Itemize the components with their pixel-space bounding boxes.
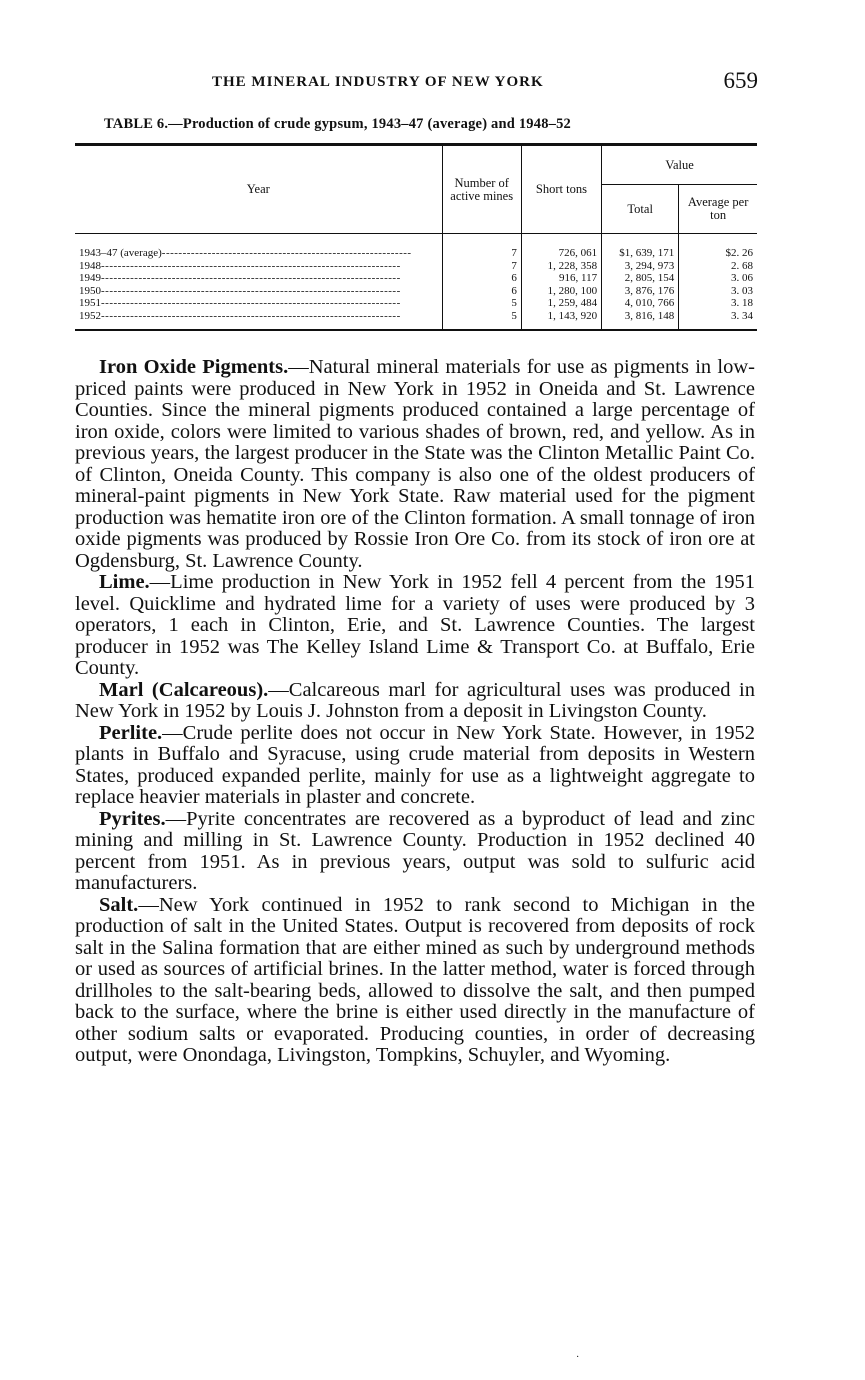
paragraph-marl (75, 680, 755, 723)
row-year: 1950------------------------------------------------------------------------ (79, 284, 401, 297)
page-header (212, 68, 760, 98)
section-text: —Pyrite concentrates are recovered as a byproduct of lead and zinc mining and milling in St. Lawrence County. Production in 1952 declined 40 percent from 1951. As in previous years, output was sold to sulfuric acid manufacturers. (75, 807, 755, 894)
row-short-tons: 1, 143, 920 (521, 310, 601, 330)
paragraph-salt (75, 895, 755, 1067)
header-value: Value (602, 145, 757, 185)
row-total: $1, 639, 171 (602, 234, 679, 260)
row-total: 3, 816, 148 (602, 310, 679, 330)
running-title: THE MINERAL INDUSTRY OF NEW YORK (212, 74, 544, 90)
paragraph-pyrites (75, 809, 755, 895)
paragraph-iron-oxide-pigments (75, 357, 755, 572)
row-mines: 7 (442, 260, 521, 273)
header-total: Total (602, 185, 679, 234)
row-short-tons: 726, 061 (521, 234, 601, 260)
row-average: $2. 26 (679, 234, 757, 260)
row-average: 3. 34 (679, 310, 757, 330)
row-mines: 7 (442, 234, 521, 260)
row-year: 1951------------------------------------------------------------------------ (79, 297, 401, 310)
table-row (75, 260, 757, 273)
page-number: 659 (723, 68, 758, 93)
table-row (75, 272, 757, 285)
header-mines: Number of active mines (442, 145, 521, 234)
row-average: 3. 18 (679, 297, 757, 310)
section-heading: Iron Oxide Pigments. (99, 356, 289, 378)
table-caption: TABLE 6.—Production of crude gypsum, 1943–47 (average) and 1948–52 (104, 116, 572, 132)
row-mines: 6 (442, 272, 521, 285)
section-heading: Marl (Calcareous). (99, 678, 269, 701)
table-row (75, 285, 757, 298)
section-text: —Natural mineral materials for use as pigments in low-priced paints were produced in New York in 1952 in Oneida and St. Lawrence Counties. Since the mineral pigments produced contained a large percentage of iron oxide, colors were limited to various shades of brown, red, and yellow. As in previous years, the largest producer in the State was the Clinton Metallic Paint Co. of Clinton, Oneida County. This company is also one of the oldest producers of mineral-paint pigments in New York State. Raw material used for the pigment production was hematite iron ore of the Clinton formation. A small tonnage of iron oxide pigments was produced by Rossie Iron Ore Co. from its stock of iron ore at Ogdensburg, St. Lawrence County. (75, 356, 755, 572)
table-row (75, 310, 757, 330)
row-mines: 5 (442, 310, 521, 330)
section-heading: Pyrites. (99, 807, 166, 830)
row-year: 1949------------------------------------------------------------------------ (79, 272, 401, 285)
section-text: —Calcareous marl for agricultural uses was produced in New York in 1952 by Louis J. Johnston from a deposit in Livingston County. (75, 678, 755, 722)
row-mines: 5 (442, 297, 521, 310)
row-year: 1943–47 (average)------------------------------------------------------------ (79, 247, 412, 259)
gypsum-table-container (75, 143, 757, 331)
section-heading: Lime. (99, 571, 150, 593)
row-short-tons: 1, 228, 358 (521, 260, 601, 273)
table-row (75, 297, 757, 310)
table-row (75, 234, 757, 260)
section-text: —Lime production in New York in 1952 fell 4 percent from the 1951 level. Quicklime and hydrated lime for a variety of uses were produced by 3 operators, 1 each in Clinton, Erie, and St. Lawrence Counties. The largest producer in 1952 was The Kelley Island Lime & Transport Co. at Buffalo, Erie County. (75, 571, 755, 679)
row-total: 2, 805, 154 (602, 272, 679, 285)
section-heading: Perlite. (99, 721, 163, 744)
paragraph-perlite (75, 723, 755, 809)
row-short-tons: 1, 259, 484 (521, 297, 601, 310)
row-total: 3, 294, 973 (602, 260, 679, 273)
row-average: 3. 06 (679, 272, 757, 285)
header-short-tons: Short tons (521, 145, 601, 234)
row-average: 2. 68 (679, 260, 757, 273)
row-total: 4, 010, 766 (602, 297, 679, 310)
section-heading: Salt. (99, 893, 139, 916)
row-mines: 6 (442, 285, 521, 298)
row-short-tons: 1, 280, 100 (521, 285, 601, 298)
row-average: 3. 03 (679, 285, 757, 298)
header-average: Average per ton (679, 185, 757, 234)
paragraph-lime (75, 572, 755, 680)
row-short-tons: 916, 117 (521, 272, 601, 285)
row-total: 3, 876, 176 (602, 285, 679, 298)
section-text: —New York continued in 1952 to rank second to Michigan in the production of salt in the United States. Output is recovered from deposits of rock salt in the Salina formation that are either mined as such by underground methods or used as sources of artificial brines. In the latter method, water is forced through drillholes to the salt-bearing beds, allowed to dissolve the salt, and then pumped back to the surface, where the brine is either used directly in the manufacture of other sodium salts or evaporated. Producing counties, in order of decreasing output, were Onondaga, Livingston, Tompkins, Schuyler, and Wyoming. (75, 893, 755, 1066)
row-year: 1952------------------------------------------------------------------------ (79, 309, 401, 322)
section-text: —Crude perlite does not occur in New York State. However, in 1952 plants in Buffalo and Syracuse, using crude material from deposits in Western States, produced expanded perlite, mainly for use as a lightweight aggregate to replace heavier materials in plaster and concrete. (75, 721, 755, 808)
header-year: Year (75, 145, 442, 234)
footer-mark: · (576, 1352, 580, 1363)
gypsum-production-table (75, 143, 757, 331)
row-year: 1948------------------------------------------------------------------------ (79, 259, 401, 272)
body-text (75, 357, 755, 1067)
